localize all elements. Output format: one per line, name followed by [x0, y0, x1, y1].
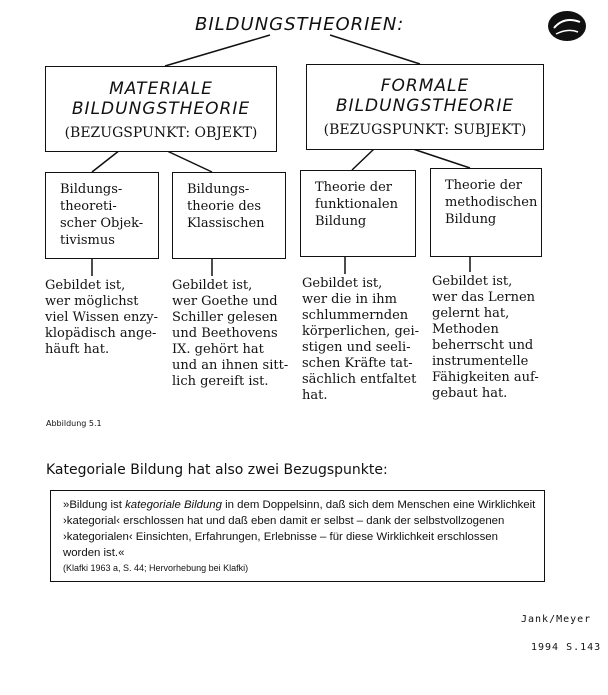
formal-theory-name-2: BILDUNGSTHEORIE	[335, 96, 515, 116]
kategorial-heading: Kategoriale Bildung hat also zwei Bezugspunkte:	[46, 462, 388, 478]
quote-citation: (Klafki 1963 a, S. 44; Hervorhebung bei Klafki)	[63, 563, 249, 573]
material-theory-name-2: BILDUNGSTHEORIE	[71, 99, 251, 119]
description-klassisch: Gebildet ist, wer Goethe und Schiller gelesen und Beethovens IX. gehört hat und an ihnen sitt- lich gereift ist.	[172, 278, 289, 389]
description-methodisch: Gebildet ist, wer das Lernen gelernt hat, Methoden beherrscht und instrumentelle Fähigkeiten auf- gebaut hat.	[432, 274, 539, 401]
quote-emphasis: kategoriale Bildung	[125, 499, 222, 511]
material-theory-name-1: MATERIALE	[109, 79, 213, 99]
source-author: Jank/Meyer	[521, 614, 592, 625]
subtype-box-methodisch: Theorie der methodischen Bildung	[430, 168, 542, 257]
material-theory-reference: (BEZUGSPUNKT: OBJEKT)	[64, 125, 258, 141]
quote-text-post: in dem Doppelsinn, daß sich dem Menschen eine Wirklichkeit ›kategorial‹ erschlossen hat und daß eben damit er selbst – dank der selbstvollzogenen ›kategorialen‹ Einsichten, Erfahrungen, Erlebnisse – für diese Wirklichkeit erschlossen worden ist.«	[63, 499, 536, 559]
source-year-page: 1994 S.143	[531, 642, 602, 653]
subtype-box-funktional: Theorie der funktionalen Bildung	[300, 170, 416, 257]
formal-theory-name-1: FORMALE	[380, 76, 470, 96]
subtype-box-klassisch: Bildungs- theorie des Klassischen	[172, 172, 286, 259]
stamp-logo-icon	[544, 6, 590, 46]
description-objektivismus: Gebildet ist, wer möglichst viel Wissen enzy- klopädisch ange- häuft hat.	[45, 278, 158, 357]
diagram-title: BILDUNGSTHEORIEN:	[195, 14, 405, 35]
formal-theory-box	[306, 64, 544, 150]
klafki-quote-box	[50, 490, 545, 582]
subtype-box-objektivismus: Bildungs- theoreti- scher Objek- tivismus	[45, 172, 159, 259]
formal-theory-reference: (BEZUGSPUNKT: SUBJEKT)	[323, 122, 527, 138]
quote-text	[63, 497, 536, 561]
figure-caption: Abbildung 5.1	[46, 419, 102, 428]
quote-text-pre: »Bildung ist	[63, 499, 126, 511]
description-funktional: Gebildet ist, wer die in ihm schlummernden körperlichen, gei- stigen und seeli- schen Kräfte tat- sächlich entfaltet hat.	[302, 276, 420, 403]
material-theory-box	[45, 66, 277, 152]
